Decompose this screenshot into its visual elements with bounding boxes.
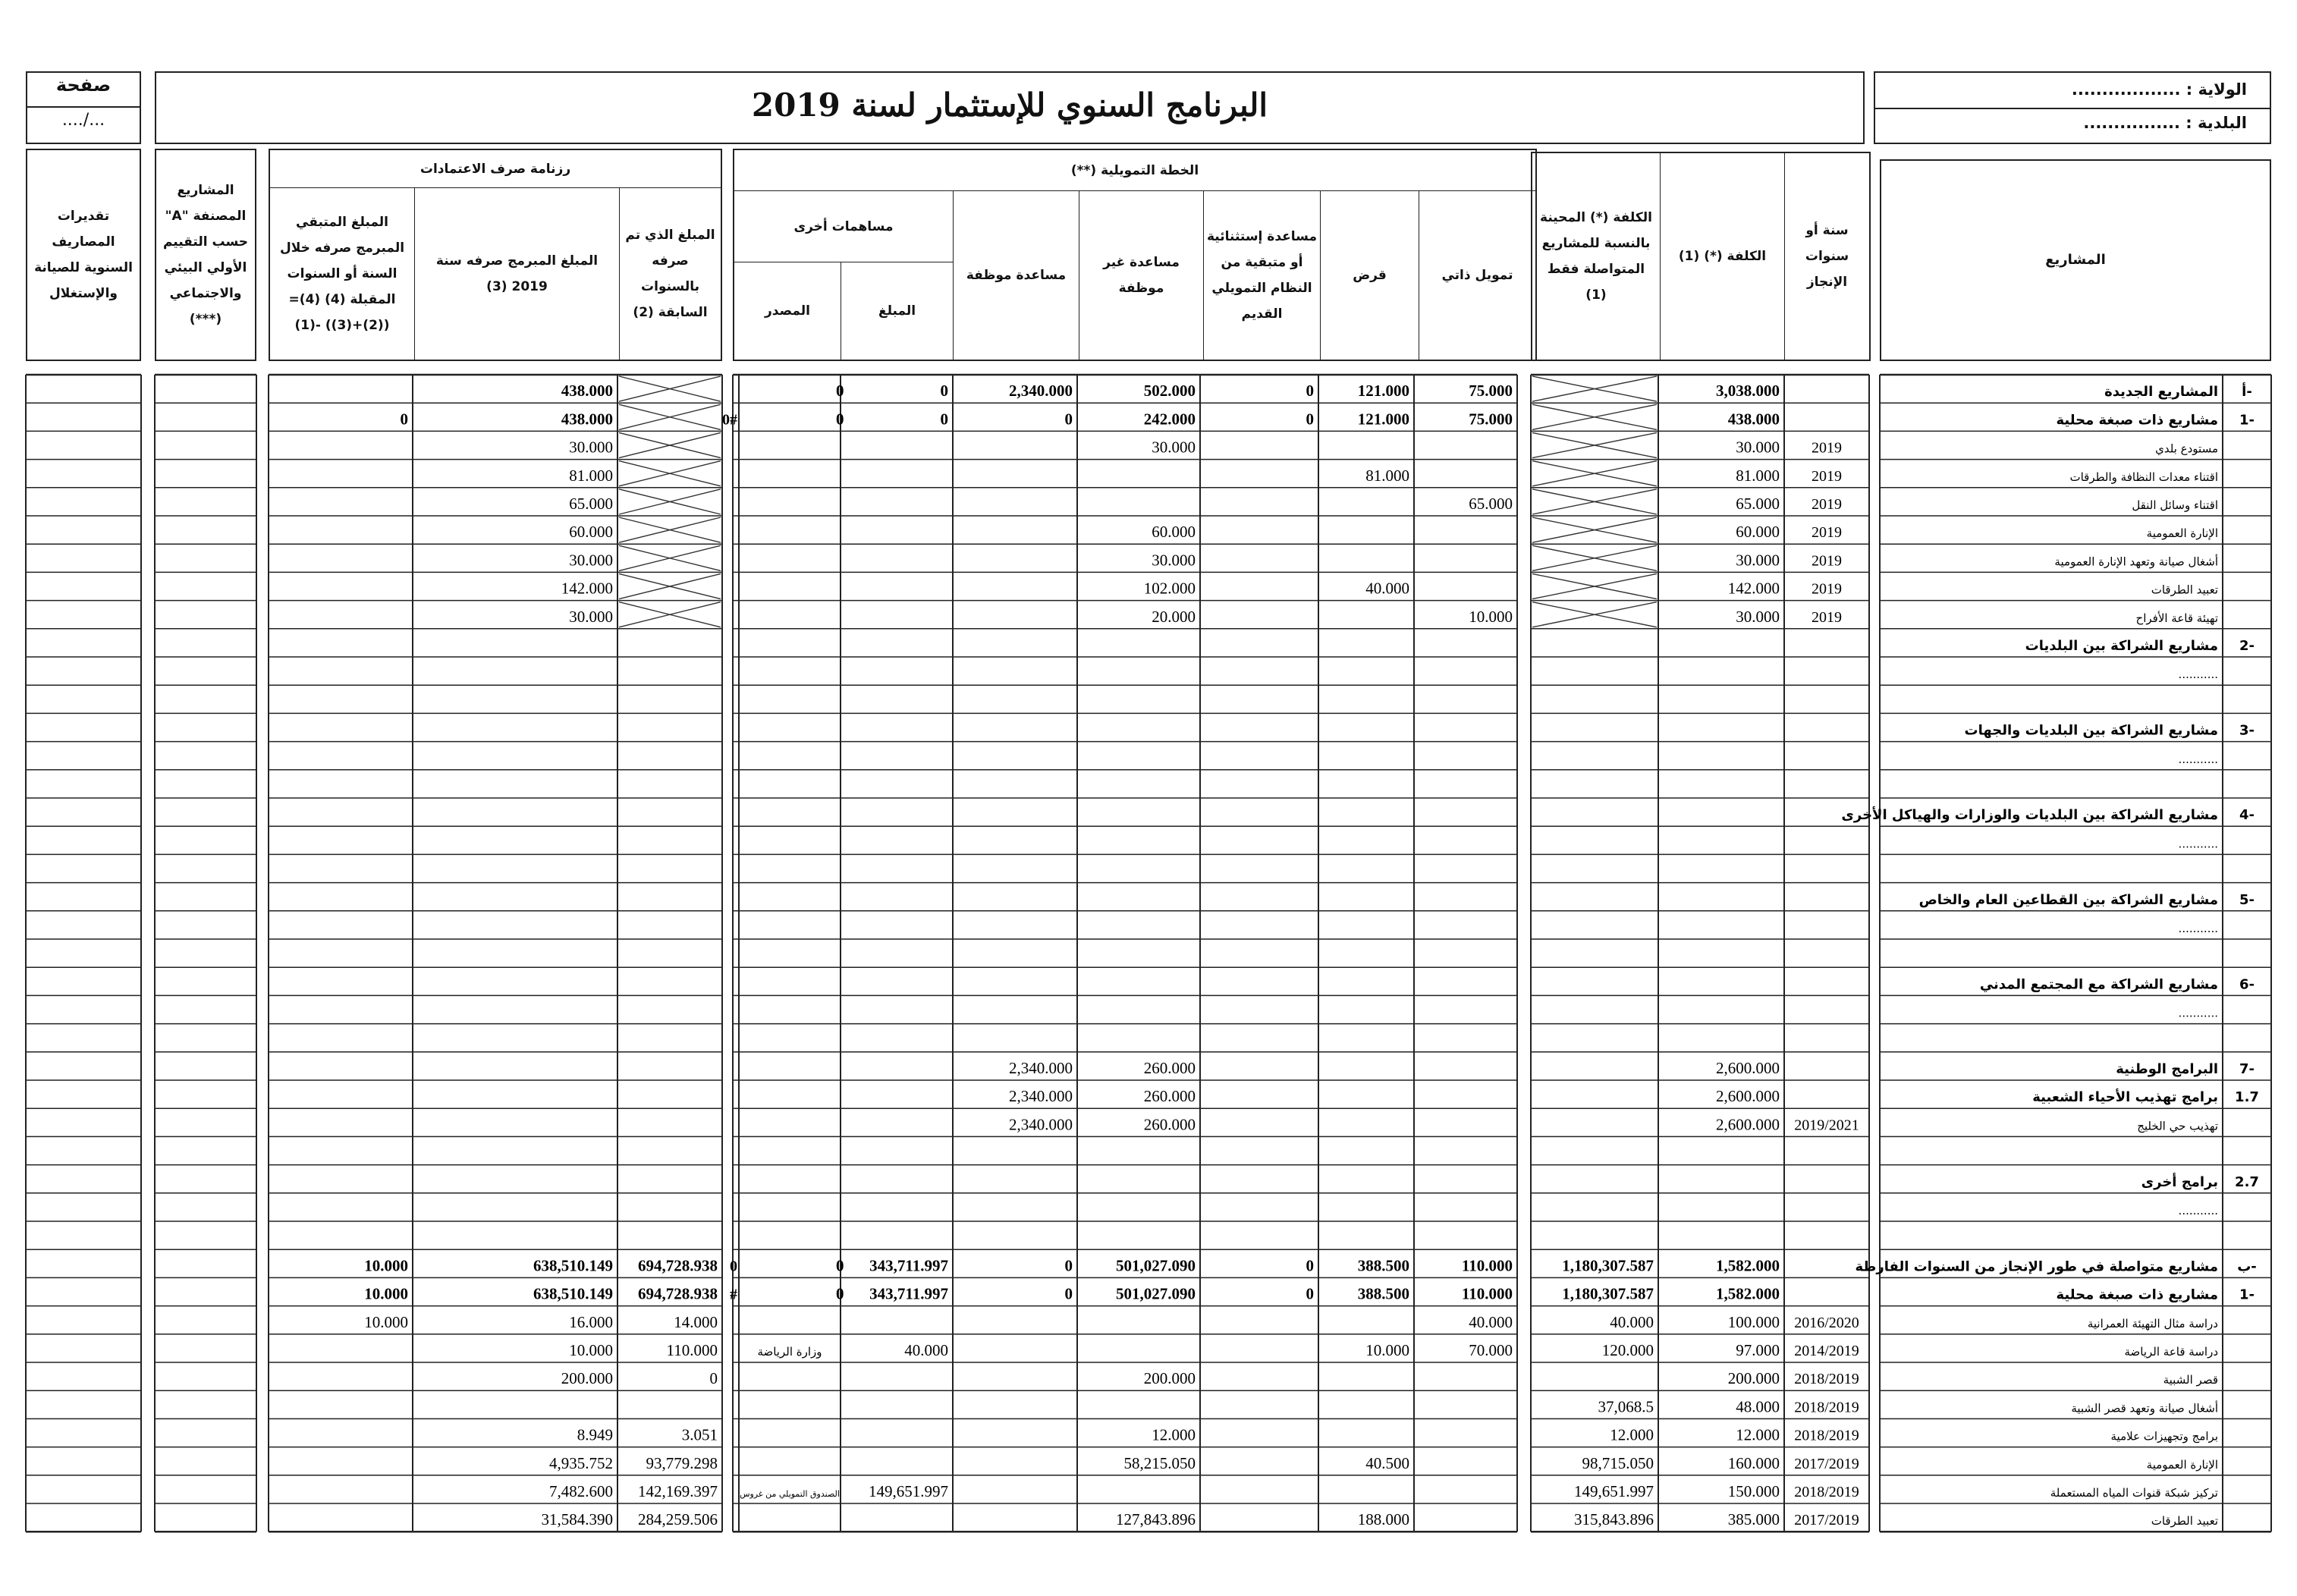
cell-alloc: 2,340.000	[1009, 1115, 1073, 1134]
project-name: الإنارة العمومية	[2146, 1457, 2218, 1472]
project-name: دراسة مثال التهيئة العمرانية	[2087, 1316, 2218, 1331]
cell-alloc: 2,340.000	[1009, 1087, 1073, 1106]
project-name: اقتناء وسائل النقل	[2132, 498, 2218, 512]
project-name: أشغال صيانة وتعهد الإنارة العمومية	[2054, 555, 2218, 569]
cell-cost: 1,582.000	[1716, 1256, 1780, 1275]
section-title: مشاريع الشراكة مع المجتمع المدني	[1979, 976, 2218, 993]
cell-cost: 142.000	[1727, 579, 1780, 598]
cell-amt: 0	[940, 382, 948, 401]
cell-loan: 388.500	[1357, 1256, 1409, 1275]
cell-spent: 142,169.397	[638, 1482, 718, 1500]
cell-spent: 694,728.938	[638, 1284, 718, 1303]
cell-years: 2018/2019	[1794, 1371, 1859, 1388]
section-code: أ-	[2242, 384, 2252, 401]
cell-years: 2019	[1812, 580, 1842, 598]
cell-cost: 30.000	[1736, 438, 1780, 457]
cell-planned: 638,510.149	[533, 1256, 613, 1275]
cell-source: 0	[836, 1256, 844, 1275]
cell-cost: 2,600.000	[1716, 1059, 1780, 1077]
cell-spent: 0	[709, 1369, 718, 1388]
section-title: مشاريع ذات صبغة محلية	[2056, 412, 2218, 429]
cell-cost: 385.000	[1727, 1510, 1780, 1529]
cell-years: 2018/2019	[1794, 1399, 1859, 1416]
project-name: ...........	[2178, 837, 2218, 851]
cell-rem: 10.000	[364, 1312, 408, 1331]
header-cost: الكلفة (*) (1)	[1660, 153, 1784, 360]
cell-self: 40.000	[1469, 1312, 1513, 1331]
section-title: مشاريع الشراكة بين البلديات	[2025, 638, 2218, 654]
project-name: تعبيد الطرقات	[2151, 583, 2218, 597]
project-name: تعبيد الطرقات	[2151, 1514, 2218, 1528]
cell-planned: 142.000	[561, 579, 613, 598]
cell-planned: 438.000	[561, 410, 613, 429]
cell-nonalloc: 501,027.090	[1116, 1256, 1196, 1275]
cell-nonalloc: 20.000	[1152, 607, 1196, 626]
cell-years: 2019	[1812, 439, 1842, 457]
cell-cost: 30.000	[1736, 607, 1780, 626]
cell-cost: 100.000	[1727, 1312, 1780, 1331]
project-name: تهذيب حي الخليج	[2137, 1119, 2218, 1133]
cell-amt: 343,711.997	[869, 1284, 948, 1303]
section-code: 1-	[2239, 412, 2255, 429]
cell-costu: 1,180,307.587	[1562, 1284, 1654, 1303]
cell-planned: 4,935.752	[549, 1453, 613, 1472]
page-number: ..../...	[61, 111, 105, 130]
cell-years: 2019	[1812, 467, 1842, 485]
cell-cost: 65.000	[1736, 495, 1780, 513]
cell-cost: 3,038.000	[1716, 382, 1780, 401]
section-code: 1-	[2239, 1287, 2255, 1303]
cell-loan: 10.000	[1365, 1341, 1409, 1359]
cell-exc: 0	[1306, 1256, 1314, 1275]
cell-nonalloc: 30.000	[1152, 438, 1196, 457]
cell-planned: 7,482.600	[549, 1482, 613, 1500]
cell-nonalloc: 260.000	[1143, 1059, 1196, 1077]
section-title: مشاريع الشراكة بين القطاعين العام والخاص	[1918, 891, 2218, 908]
cell-years: 2014/2019	[1794, 1343, 1859, 1359]
cell-costu: 1,180,307.587	[1562, 1256, 1654, 1275]
cell-rem: 10.000	[364, 1284, 408, 1303]
wilaya-field: الولاية : ..................	[2071, 80, 2247, 99]
cell-self: 110.000	[1461, 1284, 1513, 1303]
header-projects-label: المشاريع	[2045, 252, 2106, 268]
header-category-a-label: المشاريع المصنفة "A" حسب التقييم الأولي البيئي والاجتماعي (***)	[162, 183, 249, 327]
cell-self: 75.000	[1469, 410, 1513, 429]
cell-costu: 37,068.5	[1598, 1397, 1654, 1416]
cell-cost: 2,600.000	[1716, 1087, 1780, 1106]
section-code: 1.7	[2235, 1089, 2259, 1106]
header-alloc-aid: مساعدة موظفة	[953, 191, 1079, 360]
cell-cost: 438.000	[1727, 410, 1780, 429]
baladiya-field: البلدية : ................	[2083, 114, 2247, 132]
project-name: ...........	[2178, 1204, 2218, 1217]
cell-loan: 121.000	[1357, 410, 1409, 429]
cell-spent: 284,259.506	[638, 1510, 718, 1529]
cell-source: 0	[836, 382, 844, 401]
cell-years: 2019	[1812, 496, 1842, 513]
cell-cost: 30.000	[1736, 551, 1780, 570]
header-spent-prev: المبلغ الذي تم صرفه بالسنوات السابقة (2)	[619, 188, 721, 360]
cell-planned: 438.000	[561, 382, 613, 401]
cell-planned: 31,584.390	[541, 1510, 613, 1529]
cell-amt: 149,651.997	[869, 1482, 948, 1500]
cell-exc: 0	[1306, 410, 1314, 429]
header-remaining: المبلغ المتبقي المبرمج صرفه خلال السنة أو السنوات المقبلة (4) (4)= ((2)+(3)) -(1)	[279, 215, 405, 333]
cell-planned: 638,510.149	[533, 1284, 613, 1303]
cell-alloc: 0	[1064, 1284, 1073, 1303]
section-title: مشاريع متواصلة في طور الإنجاز من السنوات الفارطة	[1855, 1258, 2218, 1275]
header-exceptional-aid: مساعدة إستثنائية أو متبقية من النظام التمويلي القديم	[1203, 191, 1320, 360]
header-years: سنة أو سنوات الإنجاز	[1784, 153, 1869, 360]
section-title: برامج أخرى	[2141, 1173, 2218, 1190]
cell-loan: 388.500	[1357, 1284, 1409, 1303]
cell-costu: 12.000	[1610, 1425, 1654, 1444]
cell-amt: 343,711.997	[869, 1256, 948, 1275]
cell-cost: 200.000	[1727, 1369, 1780, 1388]
cell-loan: 40.000	[1365, 579, 1409, 598]
cell-nonalloc: 60.000	[1152, 523, 1196, 542]
cell-cost: 150.000	[1727, 1482, 1780, 1500]
section-title: مشاريع ذات صبغة محلية	[2056, 1287, 2218, 1303]
section-code: ب-	[2237, 1258, 2257, 1275]
project-name: ...........	[2178, 922, 2218, 935]
cell-nonalloc: 242.000	[1143, 410, 1196, 429]
cell-spent: 93,779.298	[646, 1453, 718, 1472]
cell-costu: 98,715.050	[1582, 1453, 1654, 1472]
header-loan: قرض	[1320, 191, 1419, 360]
cell-nonalloc: 58,215.050	[1123, 1453, 1196, 1472]
project-name: ...........	[2178, 752, 2218, 766]
cell-cost: 81.000	[1736, 466, 1780, 485]
cell-years: 2019	[1812, 608, 1842, 626]
project-name: برامج وتجهيزات علامية	[2110, 1429, 2218, 1444]
project-name: دراسة قاعة الرياضة	[2124, 1345, 2218, 1359]
cell-spent: 110.000	[666, 1341, 718, 1359]
project-name: تركيز شبكة قنوات المياه المستعملة	[2050, 1486, 2218, 1500]
section-title: المشاريع الجديدة	[2104, 384, 2218, 401]
cell-nonalloc: 102.000	[1143, 579, 1196, 598]
cell-years: 2016/2020	[1794, 1314, 1859, 1331]
header-maintenance-label: تقديرات المصاريف السنوية للصيانة والإستغلال	[34, 209, 133, 301]
cell-loan: 121.000	[1357, 382, 1409, 401]
section-code: 6-	[2239, 976, 2255, 993]
project-name: اقتناء معدات النظافة والطرقات	[2069, 470, 2218, 484]
page-title: البرنامج السنوي للإستثمار لسنة 2019	[751, 86, 1268, 124]
cell-source: 0	[836, 1284, 844, 1303]
cell-spent: 14.000	[674, 1312, 718, 1331]
cell-cost: 60.000	[1736, 523, 1780, 542]
cell-costu: 120.000	[1601, 1341, 1654, 1359]
header-source: المصدر	[765, 303, 810, 319]
cell-nonalloc: 200.000	[1143, 1369, 1196, 1388]
cell-planned: 16.000	[569, 1312, 613, 1331]
cell-planned: 8.949	[577, 1425, 613, 1444]
cell-planned: 65.000	[569, 495, 613, 513]
section-code: 5-	[2239, 891, 2255, 908]
cell-years: 2017/2019	[1794, 1512, 1859, 1529]
cell-rem: 10.000	[364, 1256, 408, 1275]
cell-marker: 0	[730, 1258, 737, 1275]
cell-cost: 97.000	[1736, 1341, 1780, 1359]
section-code: 3-	[2239, 722, 2255, 739]
cell-years: 2018/2019	[1794, 1484, 1859, 1500]
cell-alloc: 2,340.000	[1009, 382, 1073, 401]
cell-amt: 40.000	[904, 1341, 948, 1359]
project-name: قصر الشبية	[2163, 1373, 2218, 1387]
cell-source: الصندوق التمويلي من غروس	[740, 1489, 840, 1499]
cell-source: 0	[836, 410, 844, 429]
cell-cost: 160.000	[1727, 1453, 1780, 1472]
cell-planned: 30.000	[569, 438, 613, 457]
cell-amt: 0	[940, 410, 948, 429]
cell-years: 2019	[1812, 552, 1842, 570]
cell-exc: 0	[1306, 382, 1314, 401]
section-code: 2-	[2239, 638, 2255, 654]
cell-nonalloc: 12.000	[1152, 1425, 1196, 1444]
cell-cost: 1,582.000	[1716, 1284, 1780, 1303]
header-cost-updated: الكلفة (*) المحينة بالنسبة للمشاريع المتواصلة فقط (1)	[1540, 210, 1652, 303]
section-title: البرامج الوطنية	[2116, 1061, 2218, 1077]
project-name: مستودع بلدي	[2155, 441, 2218, 456]
cell-loan: 81.000	[1365, 466, 1409, 485]
cell-spent: 3.051	[681, 1425, 718, 1444]
cell-years: 2019/2021	[1794, 1117, 1859, 1134]
cell-alloc: 0	[1064, 1256, 1073, 1275]
project-name: ...........	[2178, 668, 2218, 682]
cell-self: 110.000	[1461, 1256, 1513, 1275]
header-non-alloc-aid: مساعدة غير موظفة	[1079, 191, 1203, 360]
cell-rem: 0	[400, 410, 408, 429]
cell-nonalloc: 30.000	[1152, 551, 1196, 570]
section-title: برامج تهذيب الأحياء الشعبية	[2032, 1089, 2218, 1106]
cell-exc: 0	[1306, 1284, 1314, 1303]
project-name: ...........	[2178, 1006, 2218, 1020]
cell-marker: #	[730, 1286, 737, 1303]
cell-years: 2017/2019	[1794, 1455, 1859, 1472]
cell-costu: 40.000	[1610, 1312, 1654, 1331]
cell-cost: 48.000	[1736, 1397, 1780, 1416]
cell-self: 75.000	[1469, 382, 1513, 401]
project-name: أشغال صيانة وتعهد قصر الشبية	[2071, 1401, 2218, 1415]
cell-costu: 149,651.997	[1574, 1482, 1654, 1500]
section-title: مشاريع الشراكة بين البلديات والوزارات والهياكل الأخرى	[1841, 807, 2218, 824]
page-label: صفحة	[55, 74, 112, 96]
header-other-contrib: مساهمات أخرى	[734, 191, 953, 262]
cell-planned: 10.000	[569, 1341, 613, 1359]
section-code: 2.7	[2235, 1173, 2259, 1190]
cell-self: 10.000	[1469, 607, 1513, 626]
cell-nonalloc: 260.000	[1143, 1087, 1196, 1106]
cell-planned: 30.000	[569, 607, 613, 626]
header-self-fin: تمويل ذاتي	[1419, 191, 1535, 360]
financing-group-label: الخطة التمويلية (**)	[734, 150, 1535, 191]
cell-nonalloc: 127,843.896	[1116, 1510, 1196, 1529]
cell-marker: 0#	[722, 411, 737, 429]
cell-years: 2018/2019	[1794, 1427, 1859, 1444]
cell-alloc: 2,340.000	[1009, 1059, 1073, 1077]
cell-years: 2019	[1812, 524, 1842, 542]
project-name: الإنارة العمومية	[2146, 526, 2218, 541]
schedule-group-label: رزنامة صرف الاعتمادات	[270, 150, 721, 188]
cell-source: وزارة الرياضة	[757, 1345, 822, 1359]
cell-costu: 315,843.896	[1574, 1510, 1654, 1529]
section-title: مشاريع الشراكة بين البلديات والجهات	[1964, 722, 2218, 739]
cell-alloc: 0	[1064, 410, 1073, 429]
project-name: تهيئة قاعة الأفراح	[2135, 611, 2218, 625]
header-amount: المبلغ	[841, 262, 953, 360]
cell-planned: 81.000	[569, 466, 613, 485]
cell-cost: 12.000	[1736, 1425, 1780, 1444]
cell-self: 65.000	[1469, 495, 1513, 513]
cell-spent: 694,728.938	[638, 1256, 718, 1275]
cell-nonalloc: 260.000	[1143, 1115, 1196, 1134]
cell-self: 70.000	[1469, 1341, 1513, 1359]
cell-cost: 2,600.000	[1716, 1115, 1780, 1134]
header-planned-2019: المبلغ المبرمج صرفه سنة 2019 (3)	[414, 188, 619, 360]
cell-nonalloc: 502.000	[1143, 382, 1196, 401]
cell-nonalloc: 501,027.090	[1116, 1284, 1196, 1303]
cell-planned: 60.000	[569, 523, 613, 542]
cell-loan: 40.500	[1365, 1453, 1409, 1472]
section-code: 7-	[2239, 1061, 2255, 1077]
cell-planned: 30.000	[569, 551, 613, 570]
section-code: 4-	[2239, 807, 2255, 824]
cell-loan: 188.000	[1357, 1510, 1409, 1529]
cell-planned: 200.000	[561, 1369, 613, 1388]
